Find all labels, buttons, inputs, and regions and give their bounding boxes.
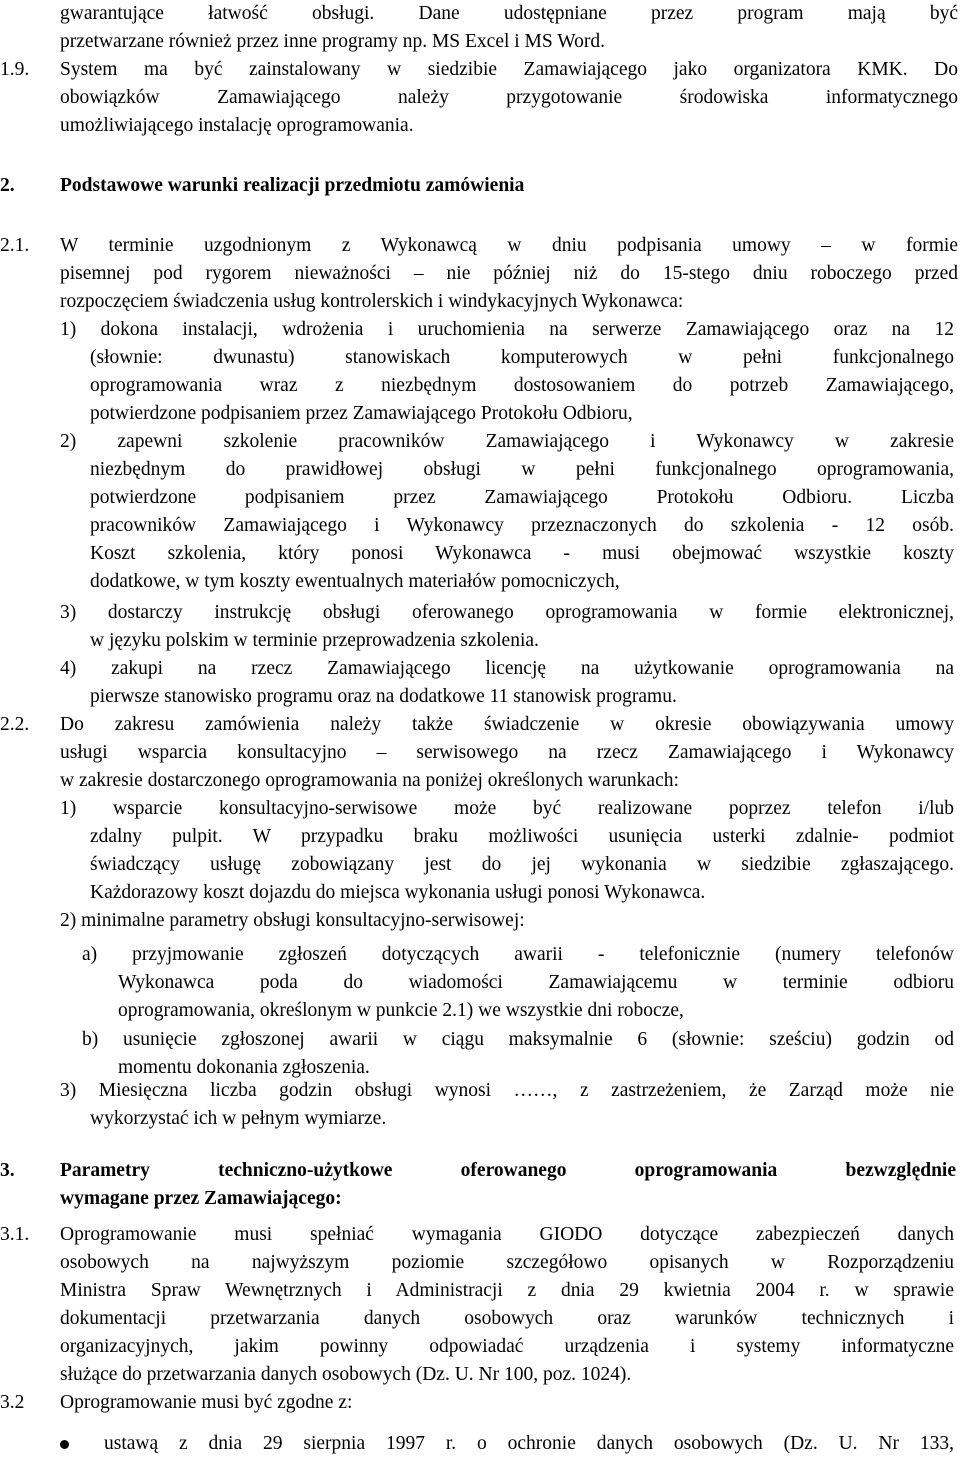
list-item: 3) dostarczy instrukcję obsługi oferowanego oprogramowania w formie elektronicznej, [60,602,954,623]
paragraph-line: obowiązków Zamawiającego należy przygotowanie środowiska informatycznego [60,87,958,108]
list-item: Koszt szkolenia, który ponosi Wykonawca - musi obejmować wszystkie koszty [90,543,954,564]
section-number: 3.1. [0,1224,30,1245]
sub-list-item: b) usunięcie zgłoszonej awarii w ciągu maksymalnie 6 (słownie: sześciu) godzin od [82,1029,954,1050]
list-item: 3) Miesięczna liczba godzin obsługi wynosi ……, z zastrzeżeniem, że Zarząd może nie [60,1080,954,1101]
paragraph-line: Do zakresu zamówienia należy także świadczenie w okresie obowiązywania umowy [60,714,954,735]
section-number: 2.2. [0,714,30,735]
list-item: pracowników Zamawiającego i Wykonawcy przeznaczonych do szkolenia - 12 osób. [90,515,954,536]
bullet-icon [60,1440,69,1449]
list-item: 1) dokona instalacji, wdrożenia i uruchomienia na serwerze Zamawiającego oraz na 12 [60,319,954,340]
paragraph-line: umożliwiającego instalację oprogramowania. [60,115,414,136]
list-item: zdalny pulpit. W przypadku braku możliwości usunięcia usterki zdalnie- podmiot [90,826,954,847]
section-heading: wymagane przez Zamawiającego: [60,1188,342,1209]
paragraph-line: osobowych na najwyższym poziomie szczegółowo opisanych w Rozporządzeniu [60,1252,954,1273]
list-item: oprogramowania wraz z niezbędnym dostosowaniem do potrzeb Zamawiającego, [90,375,954,396]
list-item: potwierdzone podpisaniem przez Zamawiającego Protokołu Odbioru, [90,403,633,424]
list-item: (słownie: dwunastu) stanowiskach komputerowych w pełni funkcjonalnego [90,347,954,368]
paragraph-line: w zakresie dostarczonego oprogramowania na poniżej określonych warunkach: [60,770,679,791]
list-item: w języku polskim w terminie przeprowadzenia szkolenia. [90,630,539,651]
paragraph-line: usługi wsparcia konsultacyjno – serwisowego na rzecz Zamawiającego i Wykonawcy [60,742,954,763]
paragraph-line: Ministra Spraw Wewnętrznych i Administracji z dnia 29 kwietnia 2004 r. w sprawie [60,1280,954,1301]
paragraph-line: dokumentacji przetwarzania danych osobowych oraz warunków technicznych i [60,1308,954,1329]
section-heading: Parametry techniczno-użytkowe oferowanego oprogramowania bezwzględnie [60,1160,956,1181]
list-item: dodatkowe, w tym koszty ewentualnych materiałów pomocniczych, [90,571,620,592]
paragraph-line: pisemnej pod rygorem nieważności – nie później niż do 15-stego dniu roboczego przed [60,263,958,284]
paragraph-line: Oprogramowanie musi być zgodne z: [60,1392,353,1413]
paragraph-line: W terminie uzgodnionym z Wykonawcą w dniu podpisania umowy – w formie [60,235,958,256]
list-item: wykorzystać ich w pełnym wymiarze. [90,1108,387,1129]
list-item: pierwsze stanowisko programu oraz na dodatkowe 11 stanowisk programu. [90,686,677,707]
paragraph-line: przetwarzane również przez inne programy np. MS Excel i MS Word. [60,31,605,52]
list-item: 2) zapewni szkolenie pracowników Zamawiającego i Wykonawcy w zakresie [60,431,954,452]
paragraph-line: Oprogramowanie musi spełniać wymagania GIODO dotyczące zabezpieczeń danych [60,1224,954,1245]
section-number: 2.1. [0,235,30,256]
paragraph-line: służące do przetwarzania danych osobowych (Dz. U. Nr 100, poz. 1024). [60,1364,632,1385]
bullet-item: ustawą z dnia 29 sierpnia 1997 r. o ochronie danych osobowych (Dz. U. Nr 133, [104,1433,954,1454]
sub-list-item: a) przyjmowanie zgłoszeń dotyczących awarii - telefonicznie (numery telefonów [82,944,954,965]
list-item: świadczący usługę zobowiązany jest do jej wykonania w siedzibie zgłaszającego. [90,854,954,875]
list-item: niezbędnym do prawidłowej obsługi w pełni funkcjonalnego oprogramowania, [90,459,954,480]
section-number: 2. [0,175,15,196]
paragraph-line: organizacyjnych, jakim powinny odpowiadać urządzenia i systemy informatyczne [60,1336,954,1357]
list-item: 2) minimalne parametry obsługi konsultacyjno-serwisowej: [60,910,525,931]
section-number: 3. [0,1160,15,1181]
sub-list-item: Wykonawca poda do wiadomości Zamawiającemu w terminie odbioru [118,972,954,993]
paragraph-line: System ma być zainstalowany w siedzibie Zamawiającego jako organizatora KMK. Do [60,59,958,80]
sub-list-item: oprogramowania, określonym w punkcie 2.1) we wszystkie dni robocze, [118,1000,684,1021]
section-number: 3.2 [0,1392,25,1413]
list-item: potwierdzone podpisaniem przez Zamawiającego Protokołu Odbioru. Liczba [90,487,954,508]
section-number: 1.9. [0,59,30,80]
paragraph-line: rozpoczęciem świadczenia usług kontrolerskich i windykacyjnych Wykonawca: [60,291,684,312]
list-item: 1) wsparcie konsultacyjno-serwisowe może być realizowane poprzez telefon i/lub [60,798,954,819]
list-item: Każdorazowy koszt dojazdu do miejsca wykonania usługi ponosi Wykonawca. [90,882,706,903]
paragraph-line: gwarantujące łatwość obsługi. Dane udostępniane przez program mają być [60,3,958,24]
sub-list-item: momentu dokonania zgłoszenia. [118,1057,370,1078]
list-item: 4) zakupi na rzecz Zamawiającego licencję na użytkowanie oprogramowania na [60,658,954,679]
section-heading: Podstawowe warunki realizacji przedmiotu zamówienia [60,175,525,196]
